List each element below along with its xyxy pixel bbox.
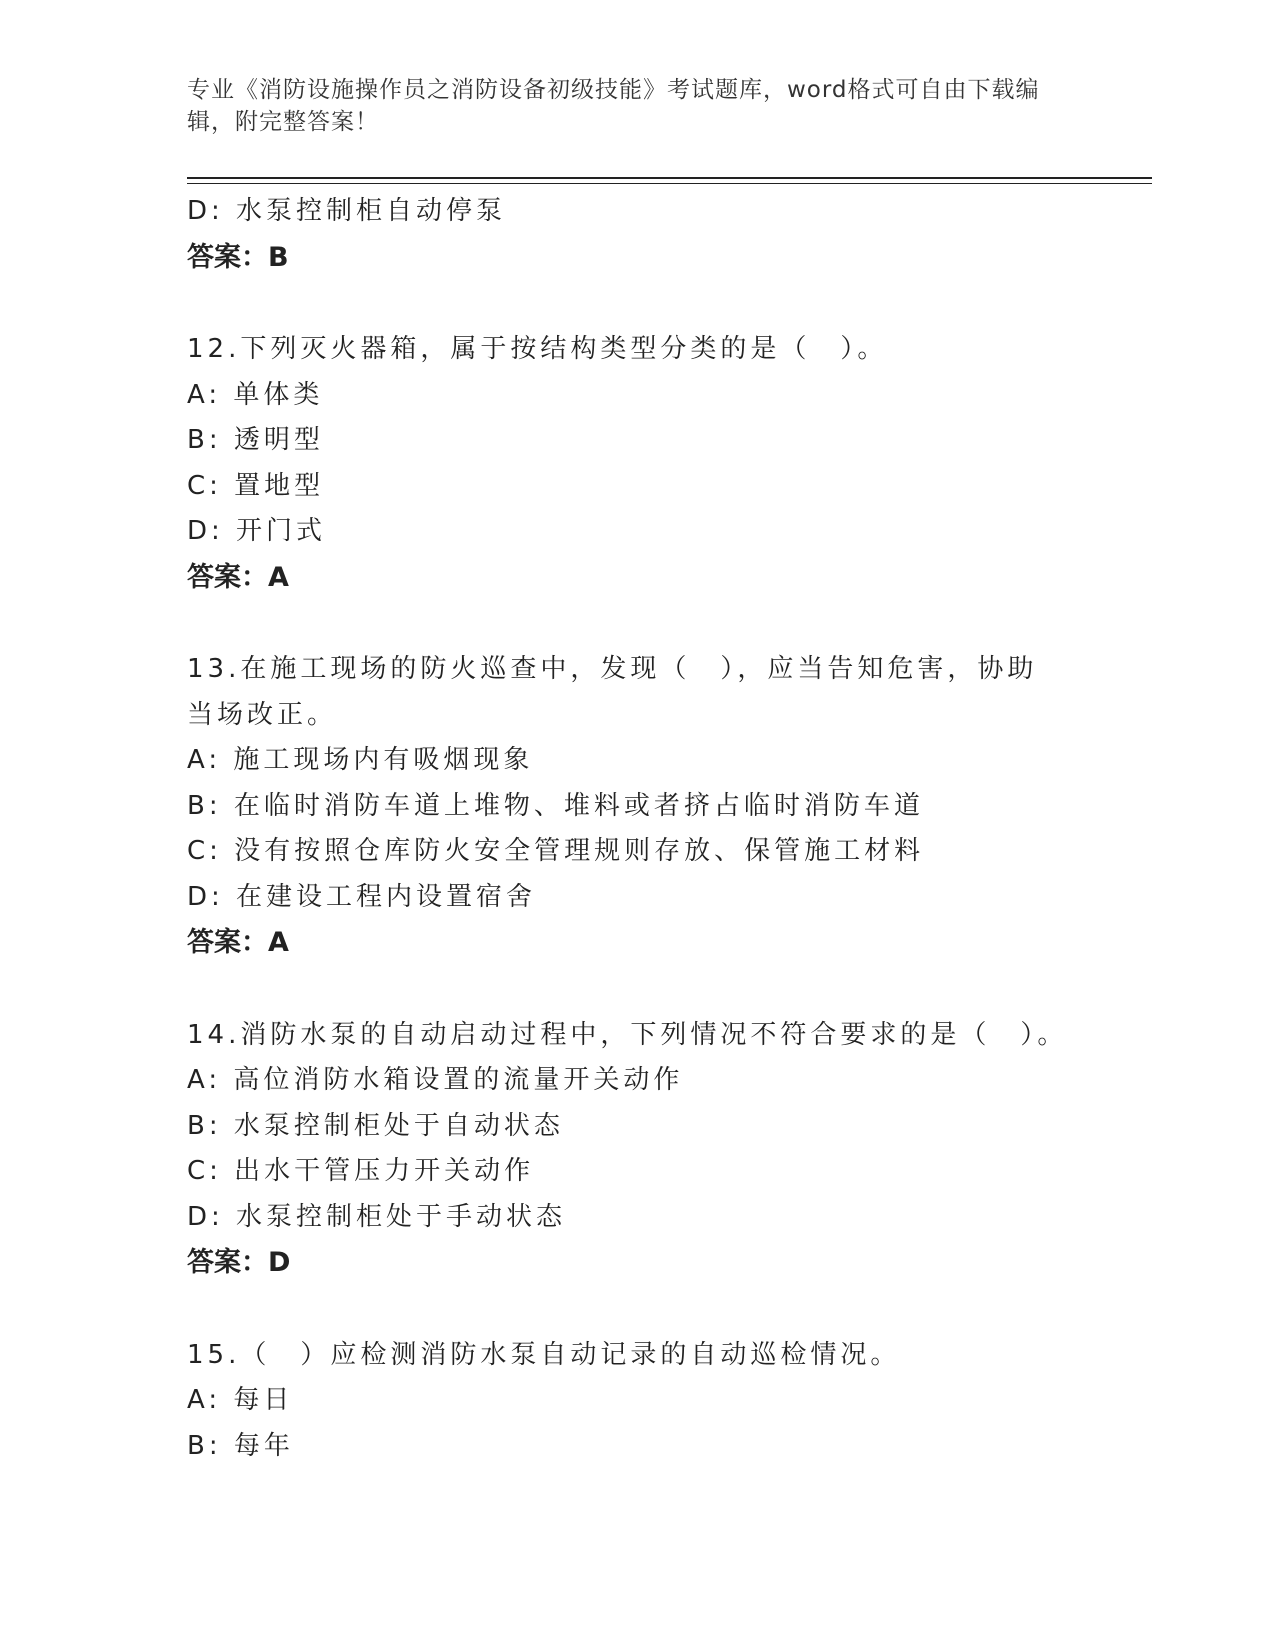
answer-line: [187, 555, 1152, 601]
option-c: C: 置地型: [187, 470, 325, 501]
option-a: A: 每日: [187, 1385, 294, 1415]
option-d: D: 在建设工程内设置宿舍: [187, 881, 537, 912]
option-d: D: 开门式: [187, 516, 327, 546]
question-12: 12.下列灭火器箱，属于按结构类型分类的是（ ）。: [187, 334, 888, 364]
answer-value: B: [268, 241, 289, 273]
option-b: B: 在临时消防车道上堆物、堆料或者挤占临时消防车道: [187, 790, 924, 821]
option-d: D: 水泵控制柜处于手动状态: [187, 1201, 567, 1232]
option-c: C: 出水干管压力开关动作: [187, 1156, 535, 1186]
option-d: D: 水泵控制柜自动停泵: [187, 196, 507, 226]
answer-label: 答案：: [187, 241, 268, 273]
option-a: A: 高位消防水箱设置的流量开关动作: [187, 1065, 684, 1095]
answer-value: A: [268, 561, 289, 593]
answer-line: [187, 1240, 1152, 1286]
question-content: [187, 189, 1152, 1469]
spacer: [187, 280, 1152, 327]
option-b: B: 水泵控制柜处于自动状态: [187, 1110, 564, 1141]
option-a: A: 施工现场内有吸烟现象: [187, 745, 534, 775]
answer-label: 答案：: [187, 927, 268, 958]
answer-line: [187, 235, 1152, 281]
document-header: 专业《消防设施操作员之消防设备初级技能》考试题库，word格式可自由下载编辑，附完整答案！: [187, 77, 1040, 135]
option-b: B: 每年: [187, 1430, 294, 1461]
option-a: A: 单体类: [187, 379, 324, 410]
header-divider-thick: [187, 177, 1152, 179]
answer-label: 答案：: [187, 1247, 268, 1278]
spacer: [187, 600, 1152, 647]
spacer: [187, 1286, 1152, 1333]
header-divider-thin: [187, 183, 1152, 184]
option-b: B: 透明型: [187, 425, 324, 455]
spacer: [187, 966, 1152, 1013]
question-14: 14.消防水泵的自动启动过程中，下列情况不符合要求的是（ ）。: [187, 1019, 1068, 1050]
question-13: 13.在施工现场的防火巡查中，发现（ ），应当告知危害，协助当场改正。: [187, 654, 1038, 730]
question-15: 15.（ ）应检测消防水泵自动记录的自动巡检情况。: [187, 1339, 901, 1370]
answer-value: D: [268, 1247, 291, 1278]
answer-value: A: [268, 927, 289, 958]
answer-label: 答案：: [187, 561, 268, 593]
answer-line: [187, 920, 1152, 966]
option-c: C: 没有按照仓库防火安全管理规则存放、保管施工材料: [187, 836, 925, 866]
